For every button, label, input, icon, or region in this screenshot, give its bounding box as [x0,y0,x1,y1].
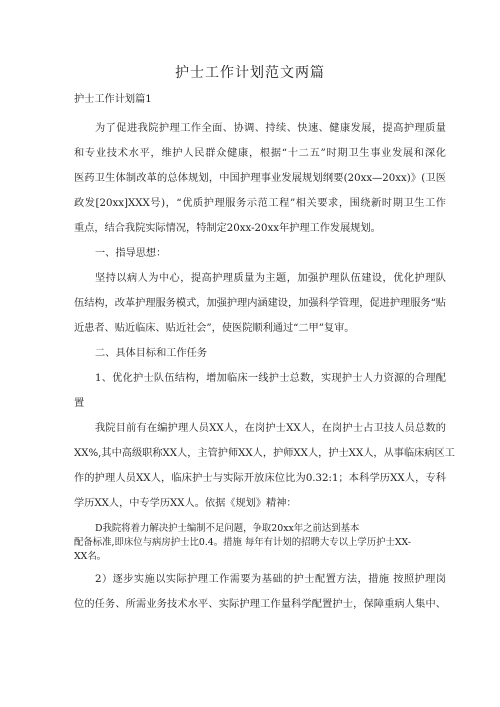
paragraph-line: 置 [74,398,85,409]
paragraph-line: 近患者、贴近临床、贴近社会”，使医院顺利通过“二甲”复审。 [74,323,355,334]
paragraph-line: 坚持以病人为中心，提高护理质量为主题，加强护理队伍建设，优化护理队 [95,273,446,284]
paragraph-line: 重点，结合我院实际情况，特制定20xx-20xx年护理工作发展规划。 [74,223,381,234]
paragraph-line: 学历XX人，中专学历XX人。依据《规划》精神： [74,498,297,509]
paragraph-line: D我院将着力解决护士编制不足问题，争取20xx年之前达到基本 [95,523,360,534]
paragraph-line: 我院目前有在编护理人员XX人，在岗护士XX人，在岗护士占卫技人员总数的 [95,423,446,434]
paragraph-line: 1、优化护士队伍结构，增加临床一线护士总数，实现护士人力资源的合理配 [95,373,446,384]
paragraph-line: XX%,其中高级职称XX人，主管护师XX人，护师XX人，护士XX人，从事临床病区工 [74,448,455,459]
paragraph-line: 配备标准,即床位与病房护士比0.4。措施 每年有计划的招聘大专以上学历护士XX- [74,537,412,548]
paragraph-line: 伍结构，改革护理服务模式，加强护理内涵建设，加强科学管理，促进护理服务“贴 [74,298,446,309]
paragraph-line: 2）逐步实施以实际护理工作需要为基础的护士配置方法，措施 按照护理岗 [95,574,446,585]
paragraph-line: 作的护理人员XX人，临床护士与实际开放床位比为0.32:1；本科学历XX人，专科 [74,473,446,484]
section-heading: 一、指导思想： [95,248,167,259]
paragraph-line: XX名。 [74,551,107,562]
paragraph-line: 和专业技术水平，维护人民群众健康，根据“十二五”时期卫生事业发展和深化 [74,148,446,159]
paragraph-line: 为了促进我院护理工作全面、协调、持续、快速、健康发展，提高护理质量 [95,123,446,134]
section-heading: 二、具体目标和工作任务 [95,348,208,359]
section-heading: 护士工作计划篇1 [74,94,152,105]
document-title: 护士工作计划范文两篇 [175,65,325,81]
paragraph-line: 医药卫生体制改革的总体规划，中国护理事业发展规划纲要(20xx—20xx)》(卫医 [74,173,446,184]
paragraph-line: 位的任务、所需业务技术水平、实际护理工作量科学配置护士，保障重病人集中、 [74,599,446,610]
paragraph-line: 政发[20xx]XXX号)，“优质护理服务示范工程”相关要求，围绕新时期卫生工作 [74,198,446,209]
